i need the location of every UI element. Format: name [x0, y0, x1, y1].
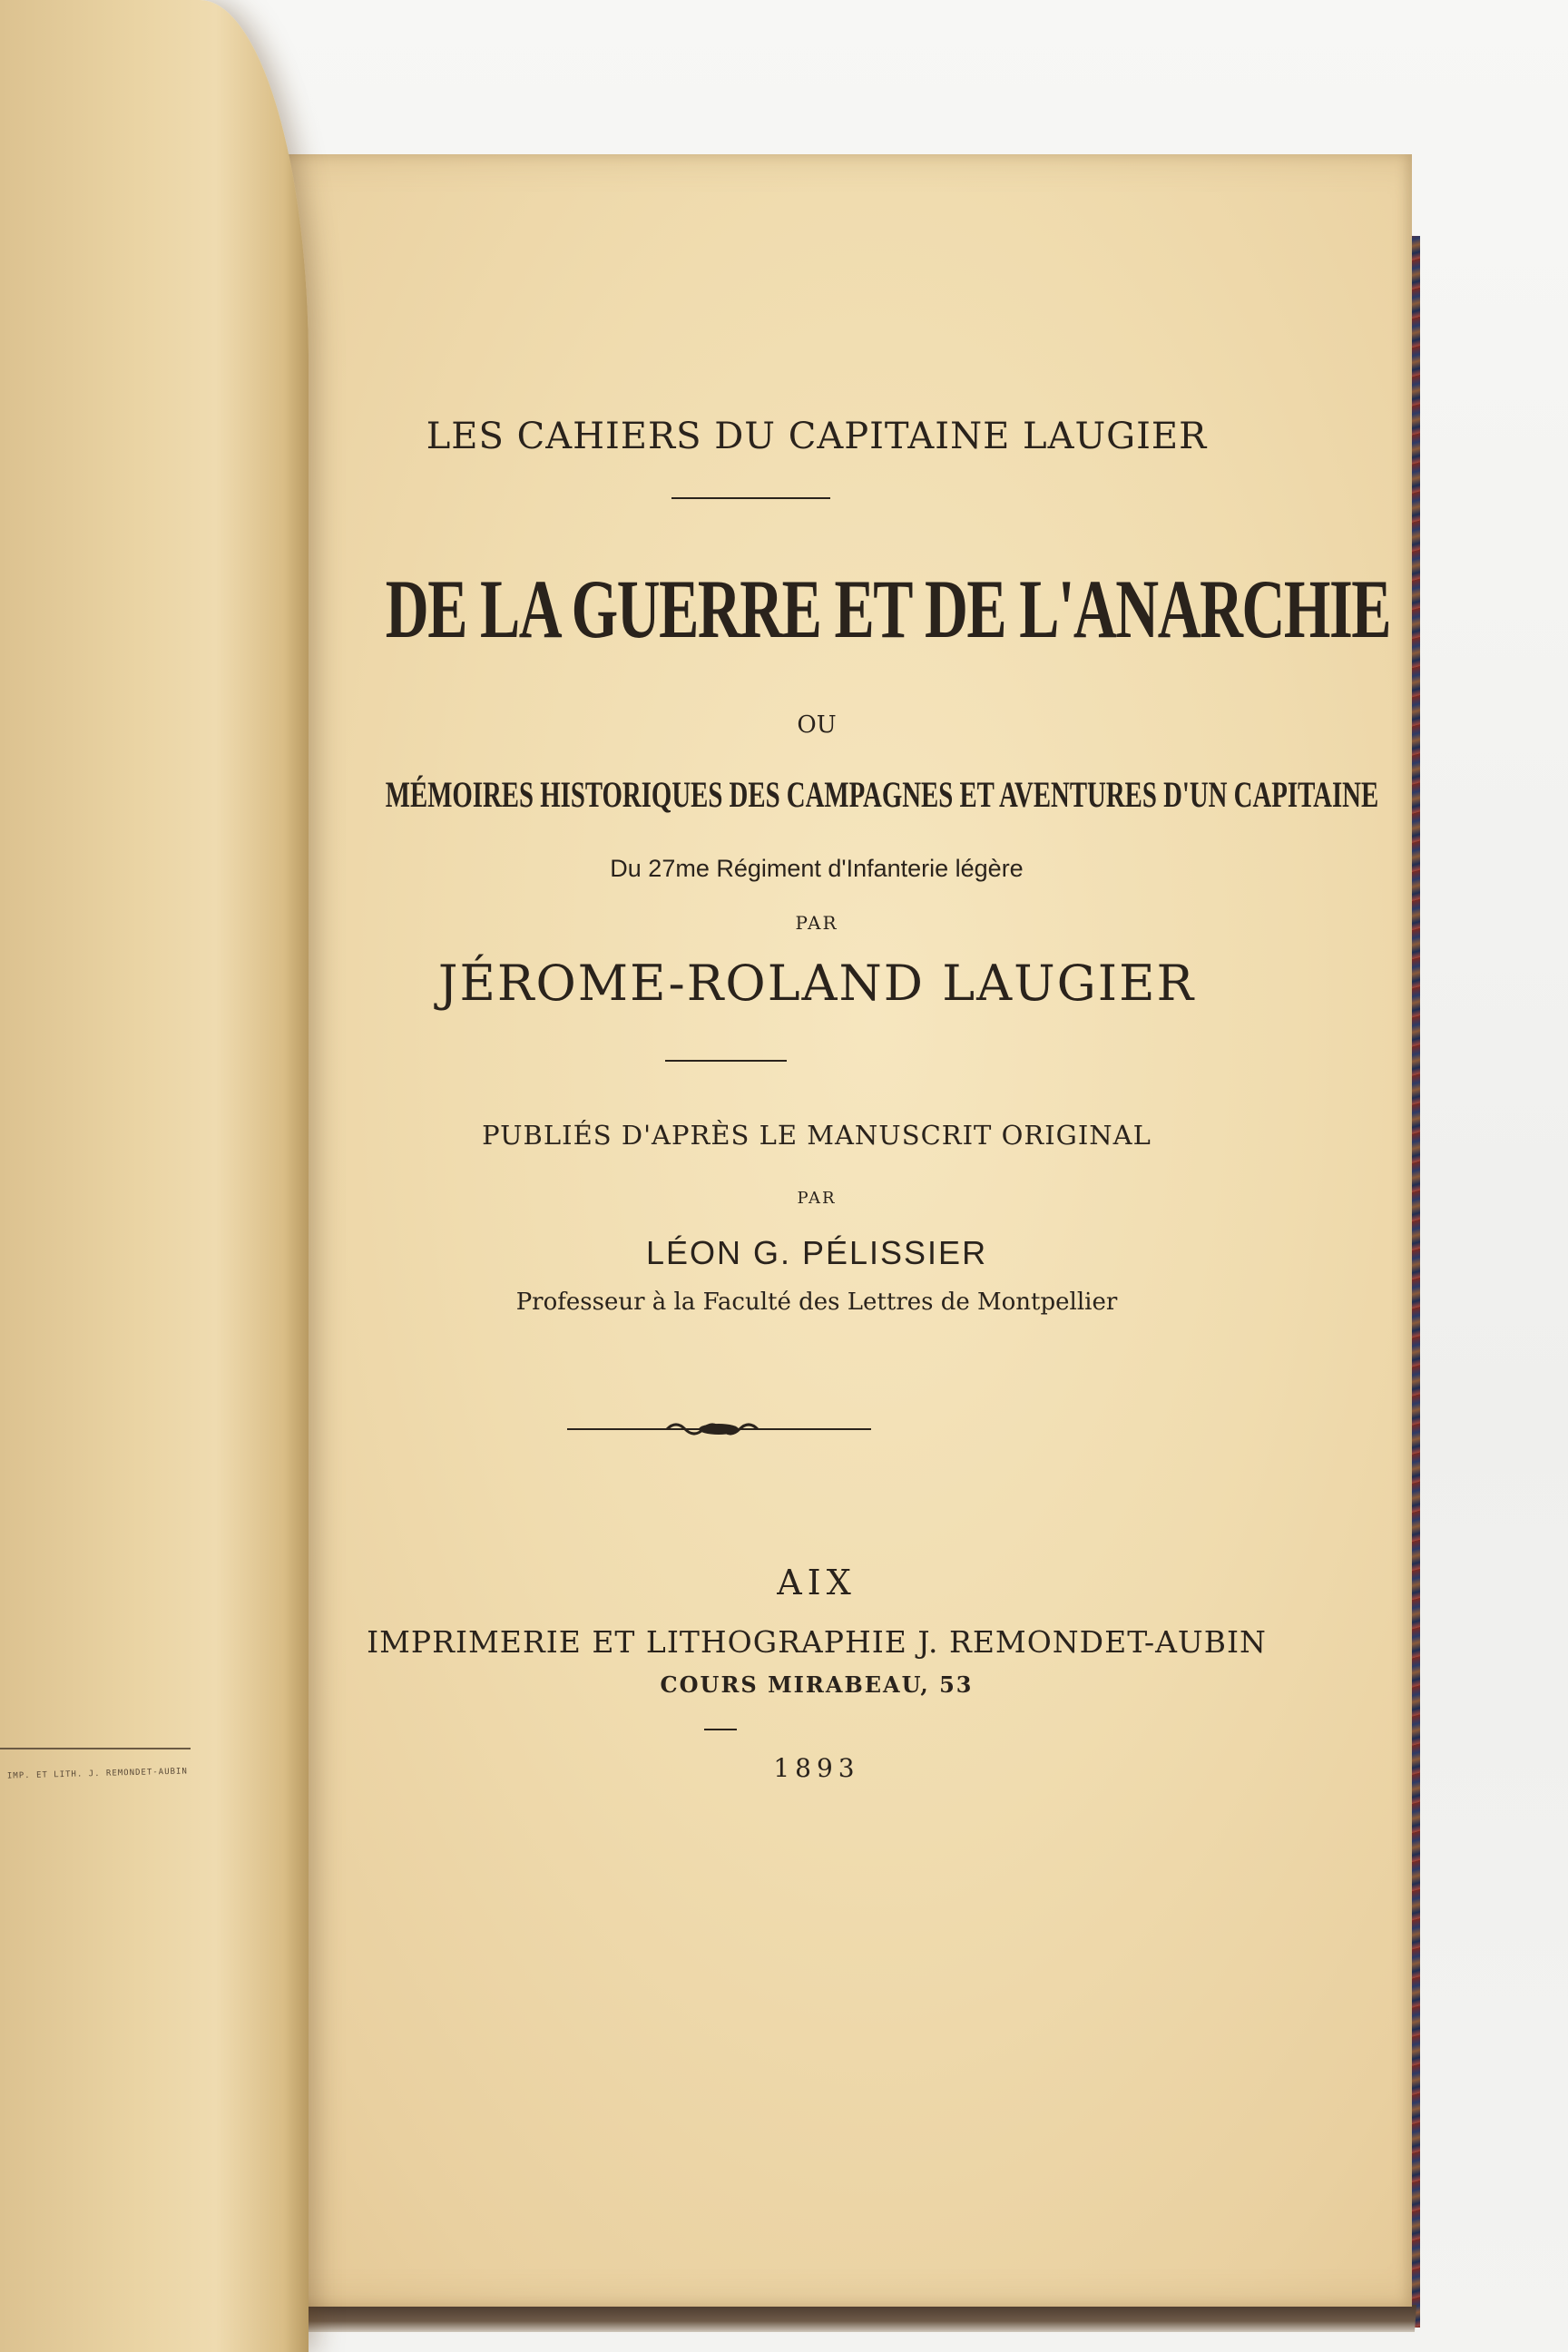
printer-address: COURS MIRABEAU, 53	[660, 1671, 974, 1698]
left-page-rule	[0, 1748, 191, 1749]
ornament-icon	[567, 1416, 871, 1443]
author-name: JÉROME-ROLAND LAUGIER	[437, 955, 1196, 1012]
par-label: PAR	[795, 912, 838, 934]
divider-rule	[671, 497, 830, 499]
title-page	[216, 154, 1412, 2307]
imprint-city: AIX	[777, 1563, 857, 1602]
book-title: DE LA GUERRE ET DE L'ANARCHIE	[385, 563, 1391, 655]
series-title: LES CAHIERS DU CAPITAINE LAUGIER	[426, 416, 1208, 457]
par-label: PAR	[797, 1189, 837, 1208]
left-page	[0, 0, 309, 2352]
book-subtitle: MÉMOIRES HISTORIQUES DES CAMPAGNES ET AVENTURES D'UN CAPITAINE	[385, 774, 1379, 815]
left-page-imprint: IMP. ET LITH. J. REMONDET-AUBIN	[6, 1767, 188, 1781]
book-cover-bottom	[208, 2305, 1416, 2332]
published-note: PUBLIÉS D'APRÈS LE MANUSCRIT ORIGINAL	[482, 1120, 1152, 1151]
editor-name: LÉON G. PÉLISSIER	[645, 1234, 988, 1271]
editor-affiliation: Professeur à la Faculté des Lettres de Montpellier	[515, 1289, 1118, 1316]
publication-year: 1893	[773, 1753, 860, 1783]
divider-rule	[704, 1729, 737, 1730]
divider-rule	[665, 1060, 787, 1062]
regiment-line: Du 27me Régiment d'Infanterie légère	[610, 855, 1024, 882]
conjunction-ou: OU	[797, 711, 837, 739]
printer-name: IMPRIMERIE ET LITHOGRAPHIE J. REMONDET-AUBIN	[367, 1624, 1267, 1660]
